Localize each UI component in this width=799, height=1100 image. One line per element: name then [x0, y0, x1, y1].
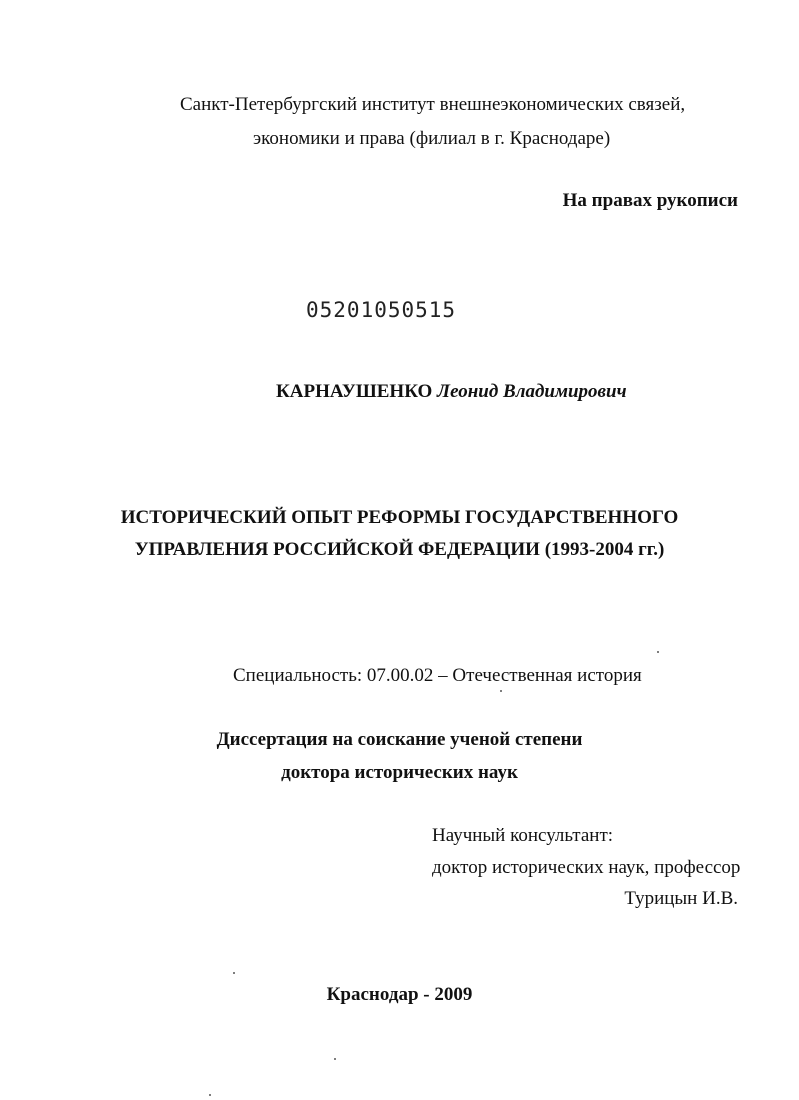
consultant-academic-title: доктор исторических наук, профессор [432, 857, 741, 878]
dissertation-title-line-2: УПРАВЛЕНИЯ РОССИЙСКОЙ ФЕДЕРАЦИИ (1993-2004 гг.) [134, 539, 665, 560]
consultant-name: Турицын И.В. [624, 888, 738, 909]
author-name [276, 380, 627, 404]
specialty-line: Специальность: 07.00.02 – Отечественная история [233, 665, 642, 686]
author-surname: КАРНАУШЕНКО [276, 381, 433, 402]
degree-line-1: Диссертация на соискание ученой степени [216, 729, 583, 750]
scan-speck [334, 1058, 336, 1060]
scan-speck [657, 651, 659, 653]
registry-number: 05201050515 [306, 298, 457, 322]
dissertation-title-line-1: ИСТОРИЧЕСКИЙ ОПЫТ РЕФОРМЫ ГОСУДАРСТВЕННОГО [120, 507, 679, 528]
scan-speck [233, 972, 235, 974]
consultant-label: Научный консультант: [432, 825, 614, 846]
institute-name-line-1: Санкт-Петербургский институт внешнеэкономических связей, [180, 94, 686, 115]
degree-line-2: доктора исторических наук [281, 762, 518, 783]
institute-name-line-2: экономики и права (филиал в г. Краснодаре) [253, 128, 611, 149]
city-and-year: Краснодар - 2009 [326, 984, 473, 1005]
manuscript-rights-note: На правах рукописи [562, 190, 738, 211]
scan-speck [209, 1094, 211, 1096]
author-given-names: Леонид Владимирович [437, 381, 627, 402]
scan-speck [500, 690, 502, 692]
